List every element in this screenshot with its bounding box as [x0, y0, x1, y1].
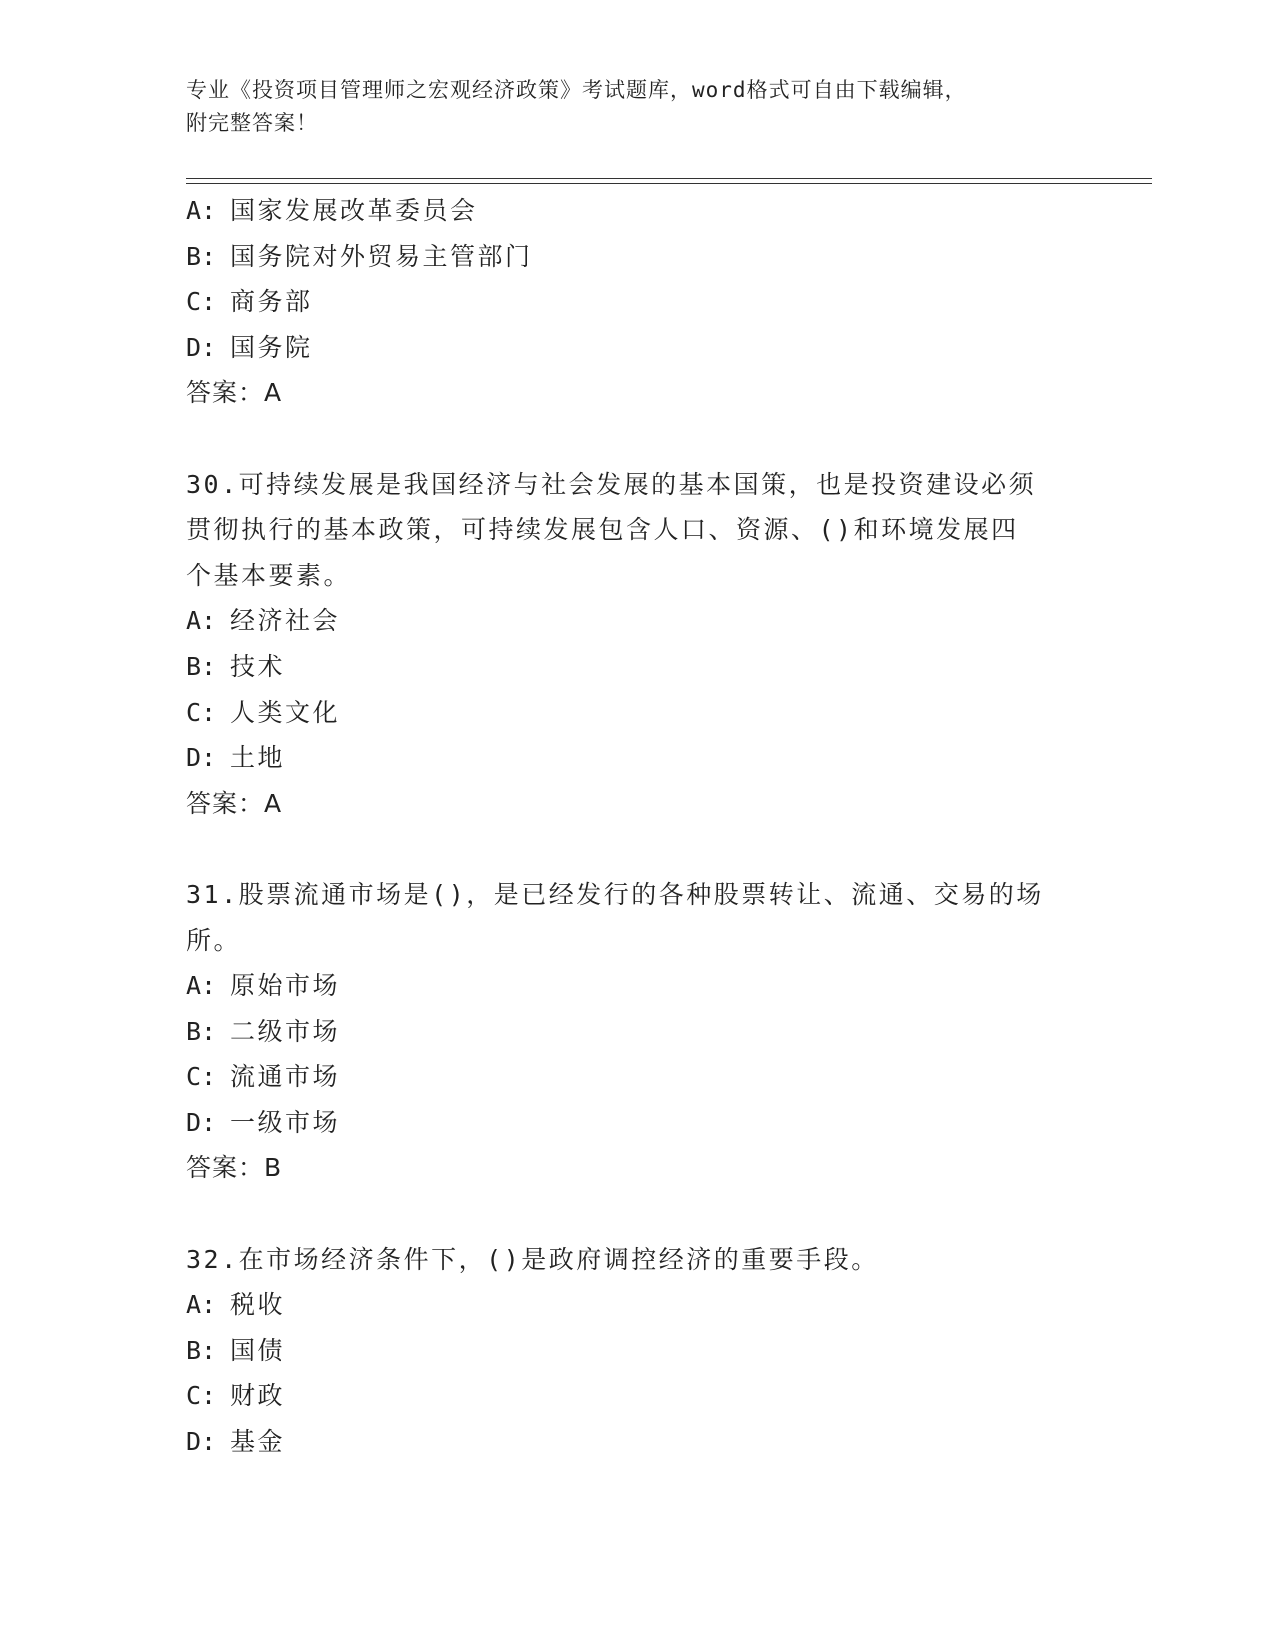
- question-30-option-a: [186, 598, 1086, 644]
- option-text: 技术: [230, 651, 286, 681]
- spacer: [186, 416, 1086, 462]
- question-29-option-d: [186, 325, 1086, 371]
- question-31: [186, 872, 1086, 1191]
- option-text: 国务院: [230, 332, 313, 362]
- option-text: 原始市场: [230, 971, 341, 1001]
- spacer: [186, 1191, 1086, 1237]
- question-list: [186, 188, 1086, 1465]
- question-29: [186, 188, 1086, 416]
- header-divider-top: [186, 178, 1152, 179]
- question-30-option-c: [186, 690, 1086, 736]
- question-31-option-d: [186, 1100, 1086, 1146]
- question-31-stem-line-1: 31.股票流通市场是()，是已经发行的各种股票转让、流通、交易的场: [186, 879, 1044, 909]
- option-label: D:: [186, 743, 217, 773]
- option-text: 财政: [230, 1381, 286, 1411]
- option-label: C:: [186, 1062, 217, 1092]
- option-text: 经济社会: [230, 606, 341, 636]
- question-30: [186, 462, 1086, 827]
- question-32: [186, 1237, 1086, 1465]
- header-line-1: 专业《投资项目管理师之宏观经济政策》考试题库，word格式可自由下载编辑，: [186, 78, 967, 102]
- question-31-answer: 答案：B: [186, 1153, 283, 1183]
- question-29-option-c: [186, 279, 1086, 325]
- question-30-answer: 答案：A: [186, 788, 283, 818]
- option-text: 流通市场: [230, 1062, 341, 1092]
- question-32-option-a: [186, 1282, 1086, 1328]
- option-text: 土地: [230, 743, 286, 773]
- question-29-answer: 答案：A: [186, 378, 283, 408]
- option-label: C:: [186, 1381, 217, 1411]
- question-32-option-c: [186, 1373, 1086, 1419]
- option-text: 国债: [230, 1335, 286, 1365]
- question-31-option-a: [186, 963, 1086, 1009]
- option-text: 基金: [230, 1427, 286, 1457]
- question-32-option-b: [186, 1328, 1086, 1374]
- option-text: 一级市场: [230, 1107, 341, 1137]
- question-29-option-a: [186, 188, 1086, 234]
- question-30-option-d: [186, 735, 1086, 781]
- option-label: B:: [186, 651, 217, 681]
- option-label: A:: [186, 196, 217, 225]
- option-label: B:: [186, 241, 217, 271]
- option-label: D:: [186, 1427, 217, 1457]
- question-30-stem-line-1: 30.可持续发展是我国经济与社会发展的基本国策，也是投资建设必须: [186, 469, 1037, 499]
- question-30-stem-line-2: 贯彻执行的基本政策，可持续发展包含人口、资源、()和环境发展四: [186, 515, 1019, 545]
- document-header: [186, 74, 1086, 140]
- option-text: 二级市场: [230, 1016, 341, 1046]
- option-label: C:: [186, 287, 217, 317]
- option-label: B:: [186, 1016, 217, 1046]
- question-32-stem-line-1: 32.在市场经济条件下，()是政府调控经济的重要手段。: [186, 1244, 879, 1274]
- option-text: 税收: [230, 1290, 286, 1320]
- option-text: 国家发展改革委员会: [230, 196, 478, 225]
- option-text: 人类文化: [230, 697, 341, 727]
- question-31-stem-line-2: 所。: [186, 925, 242, 955]
- option-label: A:: [186, 1290, 217, 1320]
- option-label: C:: [186, 697, 217, 727]
- question-32-option-d: [186, 1419, 1086, 1465]
- question-31-option-b: [186, 1009, 1086, 1055]
- option-label: A:: [186, 606, 217, 636]
- question-29-option-b: [186, 234, 1086, 280]
- option-label: D:: [186, 332, 217, 362]
- option-label: B:: [186, 1335, 217, 1365]
- option-label: D:: [186, 1107, 217, 1137]
- option-text: 商务部: [230, 287, 313, 317]
- header-divider-bottom: [186, 183, 1152, 184]
- question-31-option-c: [186, 1054, 1086, 1100]
- option-label: A:: [186, 971, 217, 1001]
- spacer: [186, 826, 1086, 872]
- option-text: 国务院对外贸易主管部门: [230, 241, 533, 271]
- question-30-stem-line-3: 个基本要素。: [186, 560, 352, 590]
- header-line-2: 附完整答案！: [186, 111, 318, 135]
- question-30-option-b: [186, 644, 1086, 690]
